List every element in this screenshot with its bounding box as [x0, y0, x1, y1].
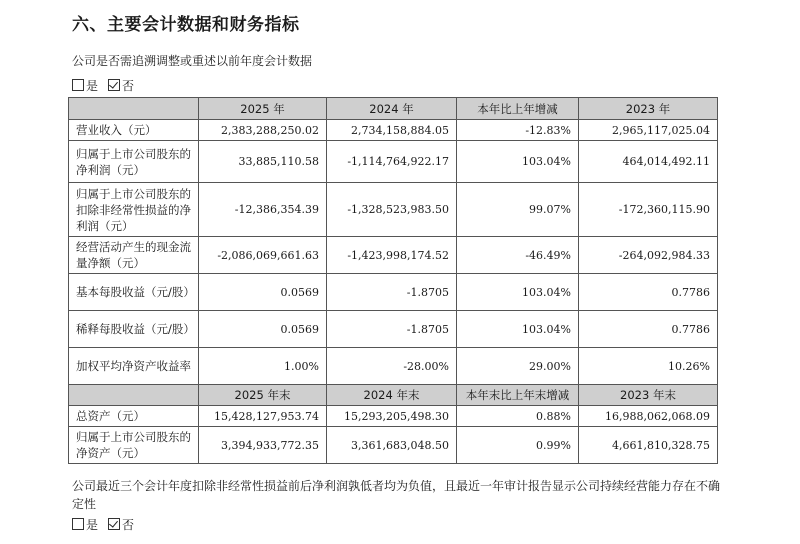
value-cell: 103.04%: [457, 141, 579, 183]
going-concern-note: 公司最近三个会计年度扣除非经常性损益前后净利润孰低者均为负值，且最近一年审计报告显示公司持续经营能力存在不确定性: [72, 479, 721, 511]
value-cell: -12,386,354.39: [199, 183, 327, 237]
value-cell: 2,965,117,025.04: [579, 120, 718, 141]
row-label: 营业收入（元）: [69, 120, 199, 141]
value-cell: 0.7786: [579, 274, 718, 311]
value-cell: -46.49%: [457, 237, 579, 274]
table-row: [69, 237, 718, 274]
value-cell: 103.04%: [457, 311, 579, 348]
value-cell: -28.00%: [327, 348, 457, 385]
value-cell: -1.8705: [327, 274, 457, 311]
value-cell: -1,423,998,174.52: [327, 237, 457, 274]
value-cell: 33,885,110.58: [199, 141, 327, 183]
header-cell: 2025 年末: [199, 385, 327, 406]
header-cell: [69, 98, 199, 120]
value-cell: -2,086,069,661.63: [199, 237, 327, 274]
table-header-row: [69, 98, 718, 120]
row-label: 总资产（元）: [69, 406, 199, 427]
value-cell: 29.00%: [457, 348, 579, 385]
table-row: [69, 406, 718, 427]
going-concern-options: [72, 516, 134, 533]
table-row: [69, 427, 718, 464]
value-cell: 3,361,683,048.50: [327, 427, 457, 464]
value-cell: -1,328,523,983.50: [327, 183, 457, 237]
row-label: 加权平均净资产收益率: [69, 348, 199, 385]
value-cell: -1,114,764,922.17: [327, 141, 457, 183]
table-row: [69, 274, 718, 311]
table-row: [69, 141, 718, 183]
option-yes-label: 是: [86, 79, 99, 93]
table-row: [69, 348, 718, 385]
value-cell: 0.7786: [579, 311, 718, 348]
value-cell: -264,092,984.33: [579, 237, 718, 274]
section-title: 六、主要会计数据和财务指标: [72, 15, 300, 35]
header-cell: 2023 年: [579, 98, 718, 120]
row-label: 基本每股收益（元/股）: [69, 274, 199, 311]
value-cell: 3,394,933,772.35: [199, 427, 327, 464]
restatement-question: 公司是否需追溯调整或重述以前年度会计数据: [72, 54, 313, 68]
value-cell: 10.26%: [579, 348, 718, 385]
value-cell: 464,014,492.11: [579, 141, 718, 183]
header-cell: 2025 年: [199, 98, 327, 120]
header-cell: 2023 年末: [579, 385, 718, 406]
restatement-options: [72, 77, 134, 94]
header-cell: 2024 年: [327, 98, 457, 120]
value-cell: 99.07%: [457, 183, 579, 237]
table-row: [69, 120, 718, 141]
value-cell: 0.99%: [457, 427, 579, 464]
checked-box-icon[interactable]: [108, 79, 120, 91]
table-header-row: [69, 385, 718, 406]
value-cell: -172,360,115.90: [579, 183, 718, 237]
row-label: 稀释每股收益（元/股）: [69, 311, 199, 348]
header-cell: [69, 385, 199, 406]
value-cell: 2,734,158,884.05: [327, 120, 457, 141]
table-row: [69, 311, 718, 348]
row-label: 归属于上市公司股东的净利润（元）: [69, 141, 199, 183]
row-label: 归属于上市公司股东的扣除非经常性损益的净利润（元）: [69, 183, 199, 237]
unchecked-box-icon[interactable]: [72, 518, 84, 530]
option-no-label: 否: [122, 79, 135, 93]
value-cell: 0.88%: [457, 406, 579, 427]
option-yes-label: 是: [86, 518, 99, 532]
value-cell: 0.0569: [199, 311, 327, 348]
unchecked-box-icon[interactable]: [72, 79, 84, 91]
value-cell: 16,988,062,068.09: [579, 406, 718, 427]
value-cell: 15,293,205,498.30: [327, 406, 457, 427]
table-row: [69, 183, 718, 237]
row-label: 归属于上市公司股东的净资产（元）: [69, 427, 199, 464]
value-cell: 4,661,810,328.75: [579, 427, 718, 464]
value-cell: 2,383,288,250.02: [199, 120, 327, 141]
header-cell: 本年比上年增减: [457, 98, 579, 120]
value-cell: -1.8705: [327, 311, 457, 348]
header-cell: 2024 年末: [327, 385, 457, 406]
value-cell: 15,428,127,953.74: [199, 406, 327, 427]
value-cell: -12.83%: [457, 120, 579, 141]
financial-data-table: [68, 97, 718, 464]
value-cell: 103.04%: [457, 274, 579, 311]
value-cell: 1.00%: [199, 348, 327, 385]
row-label: 经营活动产生的现金流量净额（元）: [69, 237, 199, 274]
header-cell: 本年末比上年末增减: [457, 385, 579, 406]
option-no-label: 否: [122, 518, 135, 532]
checked-box-icon[interactable]: [108, 518, 120, 530]
value-cell: 0.0569: [199, 274, 327, 311]
